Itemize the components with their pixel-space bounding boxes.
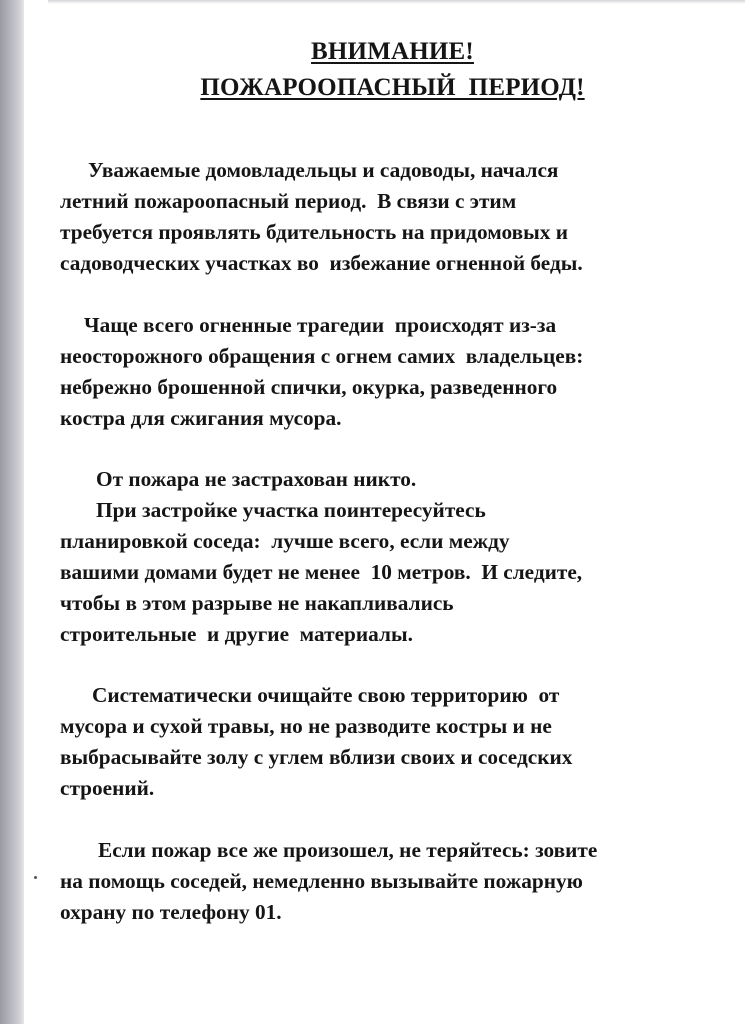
paragraph-line: Если пожар все же произошел, не теряйтесь: зовите	[98, 838, 598, 862]
paragraph-line: Чаще всего огненные трагедии происходят из-за	[84, 313, 557, 337]
paragraph-line: неосторожного обращения с огнем самих владельцев:	[60, 344, 584, 368]
paragraph-line: Систематически очищайте свою территорию от	[92, 683, 560, 707]
paragraph-line: на помощь соседей, немедленно вызывайте пожарную	[60, 869, 583, 893]
paragraph-line: садоводческих участках во избежание огненной беды.	[60, 251, 583, 275]
paragraph-line: костра для сжигания мусора.	[60, 406, 342, 430]
document-page	[24, 0, 745, 1024]
paragraph-line: небрежно брошенной спички, окурка, разведенного	[60, 375, 558, 399]
paragraph-line: планировкой соседа: лучше всего, если между	[60, 529, 510, 553]
heading-attention: ВНИМАНИЕ!	[311, 38, 474, 65]
paragraph-line: От пожара не застрахован никто.	[96, 467, 417, 491]
paragraph-line: вашими домами будет не менее 10 метров. И следите,	[60, 560, 583, 584]
paragraph-line: выбрасывайте золу с углем вблизи своих и соседских	[60, 745, 573, 769]
paragraph-line: охрану по телефону 01.	[60, 900, 282, 924]
scan-shadow-edge	[0, 0, 24, 1024]
paragraph-line: летний пожароопасный период. В связи с этим	[60, 189, 517, 213]
paragraph-line: При застройке участка поинтересуйтесь	[96, 498, 486, 522]
paragraph-line: требуется проявлять бдительность на придомовых и	[60, 220, 569, 244]
paragraph-line: Уважаемые домовладельцы и садоводы, начался	[88, 158, 559, 182]
scan-speck	[34, 876, 37, 879]
paragraph-line: строений.	[60, 776, 155, 800]
paragraph-line: строительные и другие материалы.	[60, 622, 413, 646]
heading-fire-period: ПОЖАРООПАСНЫЙ ПЕРИОД!	[200, 74, 585, 101]
paragraph-line: чтобы в этом разрыве не накапливались	[60, 591, 454, 615]
scan-top-edge	[48, 0, 745, 4]
paragraph-line: мусора и сухой травы, но не разводите костры и не	[60, 714, 552, 738]
